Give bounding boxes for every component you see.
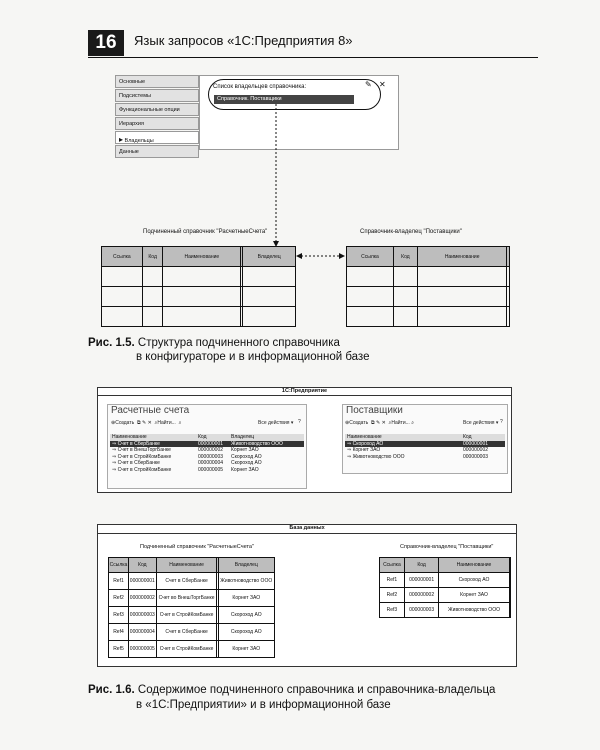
cell-ref: Ref3 <box>109 607 129 624</box>
cell-code: 000000004 <box>128 624 156 641</box>
item-owner: Скороход АО <box>231 453 262 460</box>
col-empty <box>509 558 510 573</box>
db-owner-label: Справочник-владелец "Поставщики" <box>400 544 494 550</box>
table-row <box>380 603 511 618</box>
cell-ref: Ref5 <box>109 641 129 658</box>
header-code[interactable]: Код <box>198 434 207 440</box>
item-owner: Животноводство ООО <box>231 440 283 447</box>
item-name: Счет в СберБанке <box>117 440 160 447</box>
cell-name: Скороход АО <box>439 573 509 588</box>
delete-icon[interactable]: ✕ <box>381 420 386 426</box>
table-row <box>380 573 511 588</box>
search-icon[interactable]: ⌕ <box>178 420 182 426</box>
delete-icon[interactable]: ✕ <box>147 420 152 426</box>
item-name: Счет в СтройКомБанке <box>117 453 172 460</box>
triangle-right-icon: ▸ <box>119 135 124 144</box>
col-code: Код <box>404 558 439 573</box>
table-row <box>109 624 275 641</box>
table-row <box>109 607 275 624</box>
cell-name: Счет в СтройКомБанке <box>156 641 217 658</box>
tab-hierarchy[interactable]: Иерархия <box>115 117 199 130</box>
item-name: Скороход АО <box>352 440 384 447</box>
accounts-toolbar <box>111 420 181 426</box>
cell-name: Животноводство ООО <box>439 603 509 618</box>
accounts-title: Расчетные счета <box>111 405 190 416</box>
cell-owner: Скороход АО <box>218 624 274 641</box>
item-icon: ⇒ <box>347 453 352 460</box>
item-icon: ⇒ <box>112 440 117 447</box>
suppliers-title: Поставщики <box>346 405 403 416</box>
all-actions-menu[interactable]: Все действия ▾ <box>258 420 294 426</box>
table-row <box>109 573 275 590</box>
item-code: 000000004 <box>198 460 224 466</box>
figure-16-caption <box>88 683 495 697</box>
item-owner: Корнет ЗАО <box>231 466 259 473</box>
create-button[interactable] <box>345 420 368 426</box>
owner-catalog-table <box>346 246 510 327</box>
item-code: 000000002 <box>463 447 489 453</box>
cell-code: 000000002 <box>404 588 439 603</box>
header-code[interactable]: Код <box>463 434 472 440</box>
item-code: 000000001 <box>198 440 224 447</box>
item-name: Счет в СтройКомБанке <box>117 466 172 473</box>
table-link-arrowhead-right <box>339 253 345 259</box>
create-button[interactable] <box>111 420 134 426</box>
owners-list-title: Список владельцев справочника: <box>213 84 307 90</box>
db-sub-table <box>108 557 275 658</box>
col-name: Наименование <box>156 558 217 573</box>
copy-icon[interactable]: ⧉ <box>371 420 375 426</box>
item-icon: ⇒ <box>112 460 117 466</box>
header-owner[interactable]: Владелец <box>231 434 255 440</box>
figure-16-caption-line-2: в «1С:Предприятии» и в информационной базе <box>136 699 391 711</box>
col-ref: Ссылка <box>109 558 129 573</box>
item-icon: ⇒ <box>112 466 117 473</box>
find-button[interactable] <box>155 420 176 426</box>
db-sub-label: Подчиненный справочник "РасчетныеСчета" <box>140 544 254 550</box>
cell-owner: Корнет ЗАО <box>218 641 274 658</box>
item-owner: Корнет ЗАО <box>231 447 259 453</box>
item-icon: ⇒ <box>112 447 117 453</box>
item-code: 000000002 <box>198 447 224 453</box>
col-code: Код <box>142 247 163 267</box>
figure-15-caption-line-2: в конфигураторе и в информационной базе <box>136 351 370 363</box>
item-code: 000000001 <box>463 440 489 447</box>
database-title: База данных <box>98 525 516 534</box>
caption-label: Рис. 1.6. <box>88 684 135 696</box>
item-name: Счет в ВнешТоргБанке <box>117 447 171 453</box>
cell-ref: Ref2 <box>109 590 129 607</box>
page-number: 16 <box>88 30 124 56</box>
item-icon: ⇒ <box>112 453 117 460</box>
col-code: Код <box>393 247 417 267</box>
item-name: Счет в СберБанке <box>117 460 160 466</box>
item-code: 000000003 <box>463 453 489 460</box>
cell-owner: Корнет ЗАО <box>218 590 274 607</box>
cell-name: Счет во ВнешТоргБанке <box>156 590 217 607</box>
col-ref: Ссылка <box>347 247 394 267</box>
col-name: Наименование <box>417 247 507 267</box>
binoculars-icon: ⌕ <box>154 420 158 426</box>
search-icon[interactable]: ⌕ <box>411 420 414 426</box>
cell-name: Счет в СберБанке <box>156 624 217 641</box>
cell-code: 000000001 <box>404 573 439 588</box>
cell-code: 000000001 <box>128 573 156 590</box>
running-title: Язык запросов «1С:Предприятия 8» <box>134 33 353 48</box>
item-icon: ⇒ <box>347 440 352 447</box>
cell-ref: Ref2 <box>380 588 405 603</box>
col-empty <box>507 247 510 267</box>
item-code: 000000003 <box>198 453 224 460</box>
tab-subsystems[interactable]: Подсистемы <box>115 89 199 102</box>
cell-ref: Ref1 <box>109 573 129 590</box>
caption-line-1: Структура подчиненного справочника <box>137 337 340 349</box>
all-actions-menu[interactable]: Все действия ▾ <box>463 420 499 426</box>
create-label: Создать <box>349 420 369 426</box>
item-owner: Скороход АО <box>231 460 262 466</box>
sub-catalog-label: Подчиненный справочник "РасчетныеСчета" <box>143 229 268 235</box>
col-ref: Ссылка <box>380 558 405 573</box>
cell-name: Счет в СтройКомБанке <box>156 607 217 624</box>
col-owner: Владелец <box>243 247 296 267</box>
header-name[interactable]: Наименование <box>347 434 382 440</box>
col-owner: Владелец <box>218 558 274 573</box>
cell-name: Корнет ЗАО <box>439 588 509 603</box>
item-name: Животноводство ООО <box>352 453 405 460</box>
col-ref: Ссылка <box>102 247 143 267</box>
tab-functional-options[interactable]: Функциональные опции <box>115 103 199 116</box>
copy-icon[interactable]: ⧉ <box>137 420 141 426</box>
cell-name: Счет в СберБанке <box>156 573 217 590</box>
find-button[interactable] <box>389 420 410 426</box>
tab-basic[interactable]: Основные <box>115 75 199 88</box>
edit-icon[interactable]: ✎ <box>141 420 147 426</box>
col-name: Наименование <box>439 558 509 573</box>
cell-code: 000000003 <box>404 603 439 618</box>
add-icon: ⊕ <box>345 420 350 426</box>
edit-icon[interactable]: ✎ <box>365 80 372 89</box>
suppliers-toolbar <box>345 420 414 426</box>
help-icon[interactable]: ? <box>500 419 503 425</box>
window-title: 1С:Предприятие <box>98 388 511 396</box>
sub-catalog-table <box>101 246 296 327</box>
col-name: Наименование <box>163 247 241 267</box>
figure-15-caption <box>88 336 340 350</box>
tab-data[interactable]: Данные <box>115 145 199 158</box>
cell-owner: Животноводство ООО <box>218 573 274 590</box>
cell-code: 000000002 <box>128 590 156 607</box>
item-icon: ⇒ <box>347 447 352 453</box>
cell-code: 000000005 <box>128 641 156 658</box>
help-icon[interactable]: ? <box>298 419 301 425</box>
list-item[interactable] <box>110 467 304 474</box>
owner-catalog-label: Справочник-владелец "Поставщики" <box>360 229 462 235</box>
table-row <box>109 590 275 607</box>
table-row <box>380 588 511 603</box>
find-label: Найти... <box>157 420 176 426</box>
find-label: Найти... <box>391 420 410 426</box>
accounts-list <box>110 434 304 473</box>
cell-ref: Ref1 <box>380 573 405 588</box>
caption-label: Рис. 1.5. <box>88 337 135 349</box>
list-item[interactable] <box>345 454 505 461</box>
cell-code: 000000003 <box>128 607 156 624</box>
create-label: Создать <box>115 420 135 426</box>
edit-icon[interactable]: ✎ <box>375 420 381 426</box>
cell-ref: Ref3 <box>380 603 405 618</box>
add-icon: ⊕ <box>111 420 116 426</box>
tab-owners-label: Владельцы <box>124 138 154 144</box>
close-icon[interactable]: ✕ <box>379 80 386 89</box>
caption-line-1: Содержимое подчиненного справочника и справочника-владельца <box>137 684 496 696</box>
suppliers-list <box>345 434 505 460</box>
cell-ref: Ref4 <box>109 624 129 641</box>
db-owner-table <box>379 557 511 618</box>
owners-list-item[interactable]: Справочник. Поставщики <box>214 95 354 104</box>
col-code: Код <box>128 558 156 573</box>
table-link-arrowhead-left <box>296 253 302 259</box>
cell-owner: Скороход АО <box>218 607 274 624</box>
item-name: Корнет ЗАО <box>352 447 381 453</box>
binoculars-icon: ⌕ <box>388 420 392 426</box>
header-name[interactable]: Наименование <box>112 434 147 440</box>
item-code: 000000005 <box>198 466 224 473</box>
table-row <box>109 641 275 658</box>
